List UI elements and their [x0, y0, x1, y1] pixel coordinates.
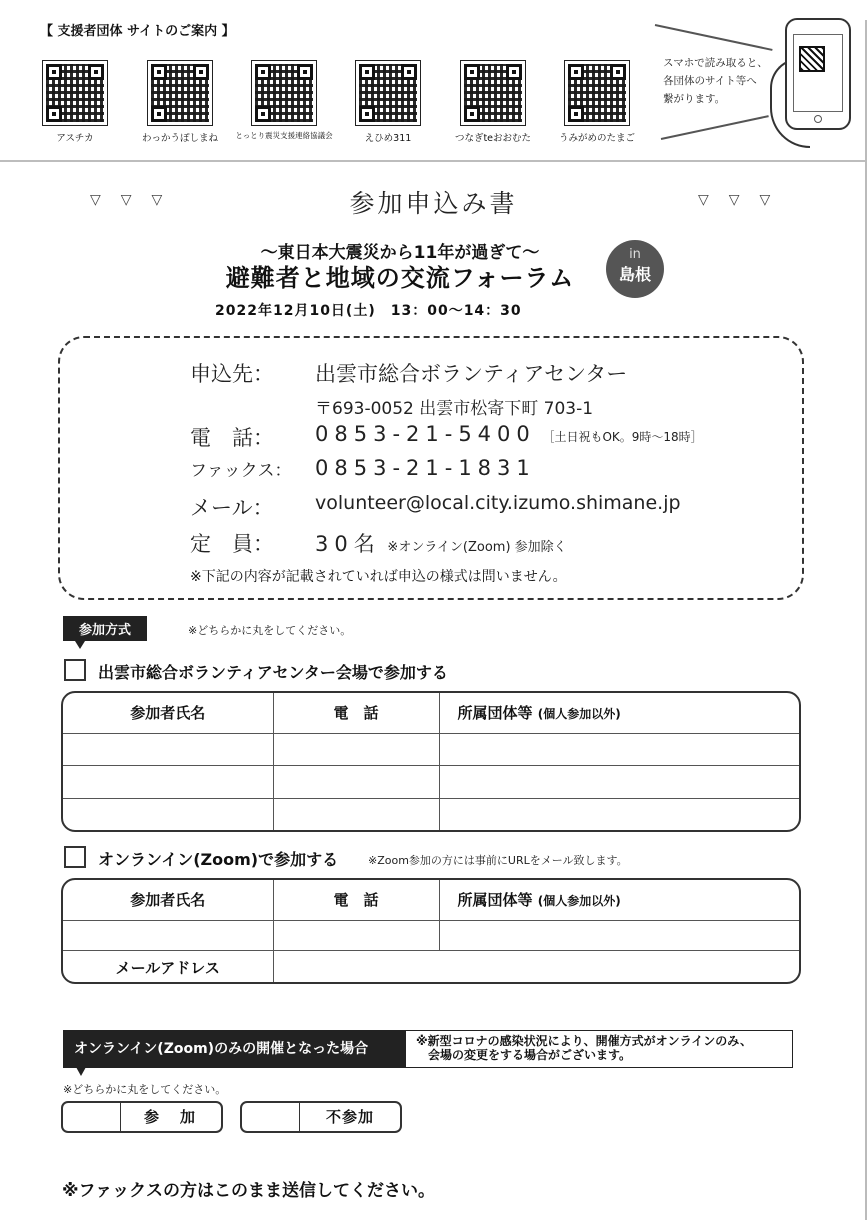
email-label: メール：: [190, 496, 274, 520]
qr-item-ehime[interactable]: [338, 60, 438, 144]
tel-label: 電 話：: [190, 426, 274, 450]
attend-label: 参 加: [143, 1108, 198, 1126]
qr-code-icon[interactable]: [147, 60, 213, 126]
attend-circle-area[interactable]: [63, 1103, 121, 1131]
attend-option[interactable]: [61, 1101, 223, 1133]
table-row: [63, 733, 799, 765]
fax-footer-note: ※ファックスの方はこのまま送信してください。: [62, 1181, 436, 1201]
online-only-heading: オンランイン(Zoom)のみの開催となった場合: [64, 1031, 406, 1067]
phone-scan-text: スマホで読み取ると、 各団体のサイト等へ 繋がります。: [663, 57, 768, 105]
qr-code-icon[interactable]: [460, 60, 526, 126]
participation-instruction: ※どちらかに丸をしてください。: [188, 624, 352, 637]
capacity-label: 定 員：: [190, 532, 274, 556]
support-groups-title: 【 支援者団体 サイトのご案内 】: [40, 24, 235, 39]
qr-label: アスチカ: [56, 133, 94, 144]
online-participants-table: [61, 878, 801, 984]
online-option-note: ※Zoom参加の方には事前にURLをメール致します。: [368, 854, 628, 867]
table-row: [63, 920, 799, 950]
recipient-address: 〒693-0052 出雲市松寄下町 703-1: [315, 399, 594, 419]
qr-code-icon: [799, 46, 825, 72]
online-only-banner: [63, 1030, 793, 1068]
qr-label: つなぎteおおむた: [454, 133, 532, 144]
email-address-input[interactable]: [273, 950, 799, 984]
email-value[interactable]: volunteer@local.city.izumo.shimane.jp: [315, 492, 681, 514]
tel-value[interactable]: 0853-21-5400: [315, 422, 536, 446]
online-option-label: オンランイン(Zoom)で参加する: [98, 850, 339, 869]
tel-hours-note: ［土日祝もOK。9時〜18時］: [542, 430, 703, 444]
smartphone-icon: [785, 18, 851, 130]
col-tel: 電 話: [273, 693, 439, 733]
capacity-note: ※オンライン(Zoom) 参加除く: [387, 540, 567, 555]
qr-label: とっとり震災支援連絡協議会: [235, 131, 333, 140]
col-organization: 所属団体等 (個人参加以外): [439, 693, 799, 733]
email-address-label: メールアドレス: [63, 950, 273, 984]
event-title: 避難者と地域の交流フォーラム: [225, 264, 575, 292]
smartphone-illustration: [655, 18, 867, 158]
absent-circle-area[interactable]: [242, 1103, 300, 1131]
online-option-checkbox[interactable]: [64, 846, 86, 868]
qr-item-umigame[interactable]: [547, 60, 647, 144]
venue-option-label: 出雲市総合ボランティアセンター会場で参加する: [98, 663, 448, 682]
venue-participants-table: [61, 691, 801, 832]
recipient-label: 申込先：: [190, 362, 274, 386]
qr-code-icon[interactable]: [42, 60, 108, 126]
absent-label: 不参加: [325, 1108, 374, 1126]
online-only-instruction: ※どちらかに丸をしてください。: [63, 1083, 227, 1096]
table-row: [63, 798, 799, 832]
location-badge: in 島根: [606, 240, 664, 298]
format-note: ※下記の内容が記載されていれば申込の様式は問いません。: [190, 569, 567, 585]
fax-value: 0853-21-1831: [315, 456, 536, 480]
qr-code-icon[interactable]: [564, 60, 630, 126]
col-organization: 所属団体等 (個人参加以外): [439, 880, 799, 920]
table-row: [63, 765, 799, 798]
event-date: 2022年12月10日(土) 13：00〜14：30: [215, 303, 522, 319]
online-only-note: ※新型コロナの感染状況により、開催方式がオンラインのみ、 会場の変更をする場合がございます。: [416, 1034, 753, 1062]
qr-code-icon[interactable]: [355, 60, 421, 126]
qr-item-tsunagite[interactable]: [443, 60, 543, 144]
capacity-value: 30名: [315, 532, 381, 556]
fax-label: ファックス：: [190, 461, 292, 481]
qr-code-icon[interactable]: [251, 60, 317, 126]
qr-item-aschika[interactable]: [25, 60, 125, 144]
qr-item-tottori[interactable]: [234, 60, 334, 141]
triangle-decoration-left: ▽▽▽: [90, 192, 183, 208]
table-row: [63, 950, 799, 984]
venue-option-checkbox[interactable]: [64, 659, 86, 681]
qr-item-wakkaupo[interactable]: [130, 60, 230, 144]
triangle-decoration-right: ▽▽▽: [698, 192, 791, 208]
form-title: 参加申込み書: [349, 189, 518, 218]
event-subtitle: 〜東日本大震災から11年が過ぎて〜: [260, 243, 540, 263]
col-participant-name: 参加者氏名: [63, 693, 273, 733]
col-tel: 電 話: [273, 880, 439, 920]
participation-method-tab: 参加方式: [63, 616, 147, 641]
recipient-value: 出雲市総合ボランティアセンター: [315, 362, 628, 386]
col-participant-name: 参加者氏名: [63, 880, 273, 920]
qr-label: うみがめのたまご: [558, 133, 635, 144]
qr-label: わっかうぽしまね: [142, 133, 218, 144]
absent-option[interactable]: [240, 1101, 402, 1133]
qr-label: えひめ311: [364, 133, 412, 144]
support-groups-band: [0, 0, 867, 162]
contact-info-box: [58, 336, 804, 600]
